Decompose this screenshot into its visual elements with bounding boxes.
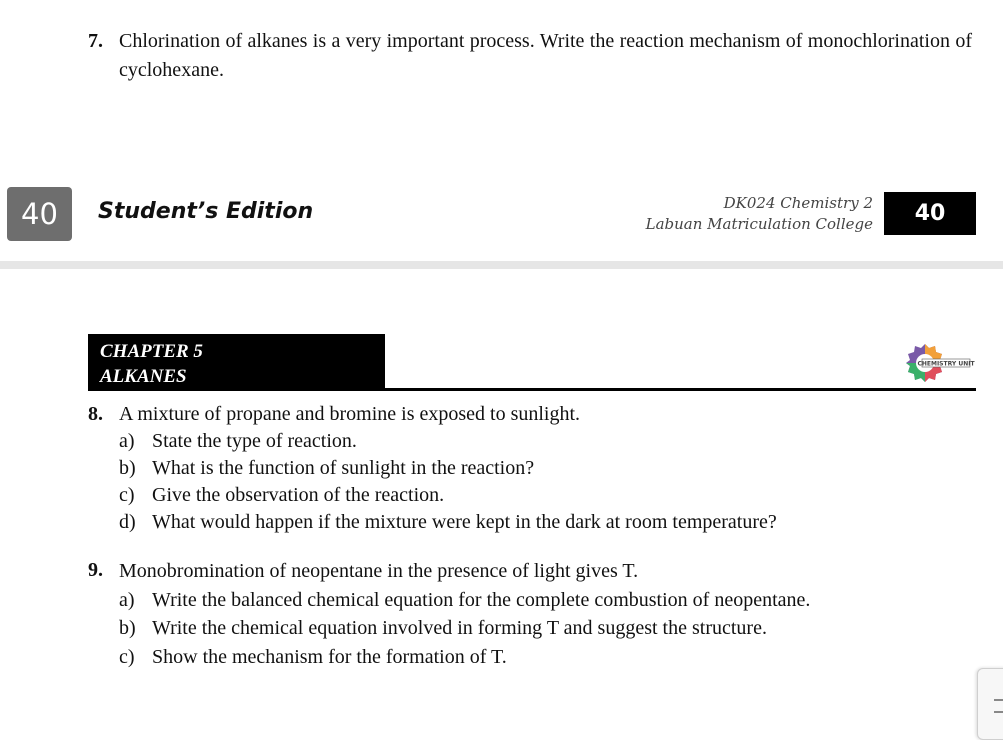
sub-question [119, 482, 777, 509]
question-8 [88, 401, 777, 536]
sub-question-letter: b) [119, 457, 136, 479]
page-separator [0, 261, 1003, 269]
question-stem: A mixture of propane and bromine is exposed to sunlight. [119, 403, 581, 425]
sub-question-text: State the type of reaction. [152, 430, 357, 452]
scroll-grip-line [994, 711, 1003, 713]
page-number-badge-right: 40 [884, 192, 976, 235]
chapter-header [88, 334, 385, 390]
sub-question-letter: c) [119, 484, 135, 506]
question-9 [88, 557, 810, 671]
sub-question-text: Show the mechanism for the formation of T. [152, 645, 507, 668]
page-number-badge-left: 40 [7, 187, 72, 241]
college-name: Labuan Matriculation College [645, 215, 873, 233]
question-number: 7. [88, 30, 103, 52]
header-rule [88, 388, 976, 391]
scroll-grip-line [994, 699, 1003, 701]
sub-question-text: Write the chemical equation involved in forming T and suggest the structure. [152, 617, 767, 639]
sub-question [119, 509, 777, 536]
question-number: 9. [88, 559, 103, 581]
chapter-title: ALKANES [100, 366, 187, 387]
edition-label: Student’s Edition [98, 199, 314, 224]
chapter-number: CHAPTER 5 [100, 341, 203, 362]
sub-question [119, 614, 810, 643]
question-text: Chlorination of alkanes is a very important process. Write the reaction mechanism of monochlorination of cyclohexane. [119, 30, 972, 81]
scroll-widget[interactable] [977, 668, 1003, 740]
sub-question-letter: a) [119, 430, 135, 452]
sub-question-letter: c) [119, 645, 135, 668]
sub-question-letter: b) [119, 617, 136, 639]
sub-question-letter: a) [119, 588, 135, 611]
course-info [646, 193, 873, 235]
sub-question-text: What is the function of sunlight in the reaction? [152, 457, 535, 479]
question-7 [88, 27, 972, 85]
sub-question-text: Write the balanced chemical equation for the complete combustion of neopentane. [152, 588, 811, 611]
sub-question-text: Give the observation of the reaction. [152, 484, 445, 506]
course-code: DK024 Chemistry 2 [723, 194, 873, 212]
question-number: 8. [88, 403, 103, 425]
sub-question [119, 428, 777, 455]
sub-question [119, 455, 777, 482]
question-stem: Monobromination of neopentane in the presence of light gives T. [119, 560, 639, 582]
sub-question [119, 643, 810, 672]
sub-question-text: What would happen if the mixture were kept in the dark at room temperature? [152, 511, 777, 533]
gear-logo-icon [905, 340, 975, 386]
sub-question [119, 586, 810, 615]
logo-text: CHEMISTRY UNIT [917, 360, 975, 368]
sub-question-letter: d) [119, 511, 136, 533]
